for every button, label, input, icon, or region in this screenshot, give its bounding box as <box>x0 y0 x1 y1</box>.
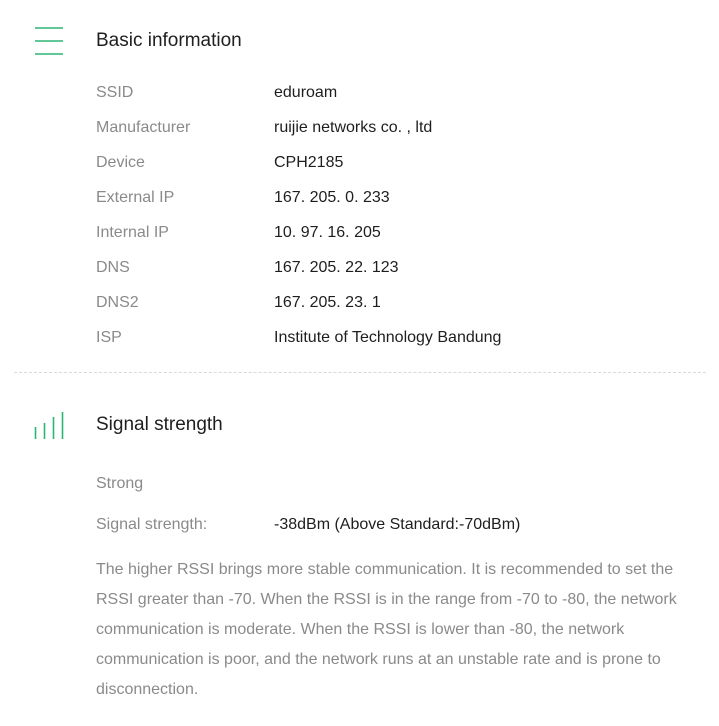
info-row-dns <box>0 256 719 280</box>
info-label: Manufacturer <box>96 119 191 136</box>
section-divider <box>14 372 706 373</box>
info-value: 10. 97. 16. 205 <box>274 224 381 241</box>
signal-level: Strong <box>96 475 144 492</box>
info-label: DNS2 <box>96 294 139 311</box>
info-value: eduroam <box>274 84 338 101</box>
info-row-dns2 <box>0 291 719 315</box>
info-label: Internal IP <box>96 224 169 241</box>
signal-bars-icon <box>34 411 64 446</box>
info-row-external-ip <box>0 186 719 210</box>
info-label: ISP <box>96 329 122 346</box>
info-value: CPH2185 <box>274 154 344 171</box>
info-label: SSID <box>96 84 134 101</box>
info-value: 167. 205. 23. 1 <box>274 294 381 311</box>
info-row-ssid <box>0 81 719 105</box>
info-value: Institute of Technology Bandung <box>274 329 502 346</box>
info-value: 167. 205. 0. 233 <box>274 189 390 206</box>
signal-header <box>0 406 719 446</box>
info-row-manufacturer <box>0 116 719 140</box>
info-label: Device <box>96 154 145 171</box>
info-label: DNS <box>96 259 130 276</box>
basic-info-title: Basic information <box>96 30 242 51</box>
signal-title: Signal strength <box>96 414 223 435</box>
info-value: ruijie networks co. , ltd <box>274 119 433 136</box>
info-value: 167. 205. 22. 123 <box>274 259 399 276</box>
signal-description: The higher RSSI brings more stable communication. It is recommended to set the RSSI greater than -70. When the RSSI is in the range from -70 to -80, the network communication is moderate. When the RSSI is lower than -80, the network communication is poor, and the network runs at an unstable rate and is prone to disconnection. <box>96 561 677 698</box>
info-row-internal-ip <box>0 221 719 245</box>
info-row-device <box>0 151 719 175</box>
signal-strength-row <box>0 513 719 537</box>
info-label: External IP <box>96 189 175 206</box>
info-row-isp <box>0 326 719 350</box>
menu-lines-icon <box>34 26 64 61</box>
signal-strength-label: Signal strength: <box>96 516 208 533</box>
signal-strength-value: -38dBm (Above Standard:-70dBm) <box>274 516 521 533</box>
basic-info-header <box>0 22 719 62</box>
